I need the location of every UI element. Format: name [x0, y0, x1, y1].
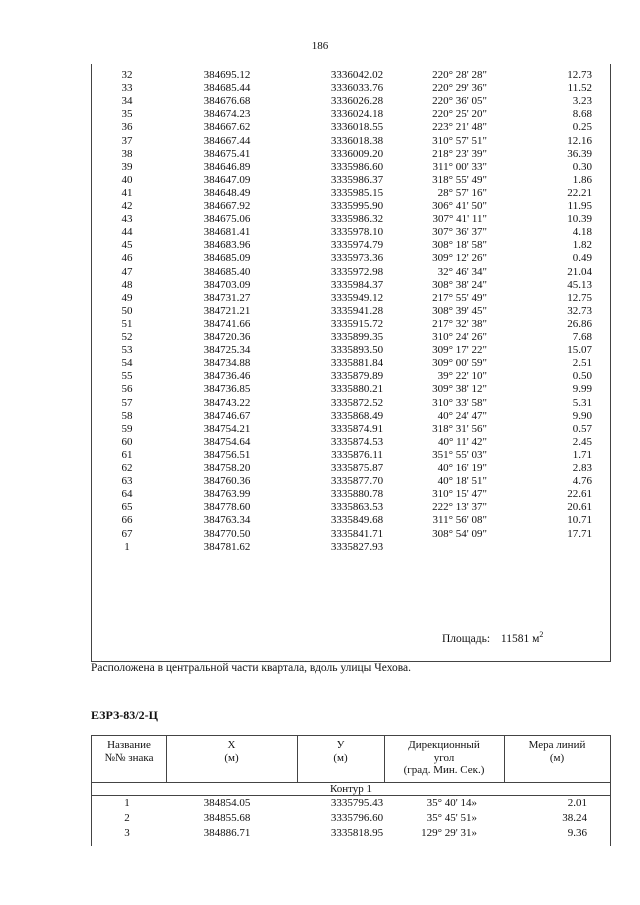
line-length: 12.75: [567, 291, 592, 304]
direction-angle: 220° 28' 28": [432, 69, 487, 81]
y-coordinate: 3335881.84: [330, 357, 384, 370]
coordinates-table-continuation: [91, 64, 611, 662]
direction-angle: 28° 57' 16": [437, 186, 487, 199]
line-length: 38.24: [562, 812, 587, 824]
x-coordinate: 384725.34: [203, 344, 251, 357]
x-coordinate: 384763.99: [203, 488, 251, 501]
y-coordinate: 3335985.15: [330, 186, 384, 199]
y-coordinate: 3335972.98: [330, 265, 384, 278]
direction-angle: 309° 38' 12": [432, 383, 487, 396]
line-length: 5.31: [572, 396, 592, 409]
x-coordinate: 384736.46: [203, 370, 251, 383]
point-number: 42: [121, 200, 133, 212]
y-coordinate: 3335986.37: [330, 173, 384, 186]
y-coordinate: 3335876.11: [331, 448, 383, 461]
y-coordinate: 3335880.21: [330, 383, 384, 396]
direction-angle: 222° 13' 37": [432, 501, 487, 514]
table-row: [92, 331, 610, 344]
table-row: [92, 200, 610, 213]
y-coordinate: 3335984.37: [330, 278, 384, 291]
x-coordinate: 384855.68: [203, 812, 251, 824]
point-number: 50: [121, 304, 133, 317]
direction-angle: 307° 41' 11": [432, 213, 487, 226]
x-coordinate: 384731.27: [203, 291, 251, 304]
x-coordinate: 384756.51: [203, 448, 251, 461]
header-y: У (м): [333, 739, 348, 764]
y-coordinate: 3335868.49: [330, 409, 384, 422]
x-coordinate: 384734.88: [203, 357, 251, 370]
header-name: Название №№ знака: [104, 739, 154, 764]
x-coordinate: 384781.62: [203, 540, 251, 553]
line-length: 10.71: [567, 514, 592, 527]
line-length: 2.01: [567, 797, 587, 809]
point-number: 43: [121, 213, 133, 226]
table-row: [92, 344, 610, 357]
area-unit-exponent: 2: [539, 630, 544, 639]
header-angle: Дирекционный угол (град. Мин. Сек.): [403, 739, 485, 776]
point-number: 32: [121, 69, 133, 81]
y-coordinate: 3335986.32: [330, 213, 384, 226]
table-row: [92, 410, 610, 423]
y-coordinate: 3335949.12: [330, 291, 384, 304]
direction-angle: 40° 16' 19": [437, 462, 487, 474]
point-number: 3: [124, 827, 130, 839]
x-coordinate: 384763.34: [203, 514, 251, 527]
line-length: 1.82: [572, 239, 592, 252]
line-length: 2.83: [572, 462, 592, 474]
direction-angle: 220° 29' 36": [432, 82, 487, 95]
x-coordinate: 384721.21: [203, 304, 251, 317]
table-row: [92, 449, 610, 462]
x-coordinate: 384646.89: [203, 160, 251, 173]
location-note: Расположена в центральной части квартала, вдоль улицы Чехова.: [91, 662, 412, 674]
table-row: [92, 475, 610, 488]
y-coordinate: 3335974.79: [330, 239, 384, 252]
area-line: [442, 630, 543, 645]
point-number: 38: [121, 147, 133, 160]
direction-angle: 40° 11' 42": [438, 435, 487, 448]
table-row: [92, 213, 610, 226]
page-number: 186: [311, 40, 329, 52]
point-number: 36: [121, 121, 133, 134]
line-length: 10.39: [567, 213, 592, 226]
table-row: [92, 187, 610, 200]
direction-angle: 310° 15' 47": [432, 488, 487, 501]
direction-angle: 308° 38' 24": [432, 278, 487, 291]
point-number: 48: [121, 278, 133, 291]
point-number: 37: [121, 134, 133, 147]
point-number: 47: [121, 265, 133, 278]
direction-angle: 318° 55' 49": [432, 173, 487, 186]
line-length: 4.18: [572, 226, 592, 239]
direction-angle: 311° 00' 33": [432, 160, 487, 173]
direction-angle: 309° 17' 22": [432, 344, 487, 357]
x-coordinate: 384681.41: [203, 226, 251, 239]
table-row: [92, 541, 610, 554]
direction-angle: 307° 36' 37": [432, 226, 487, 239]
direction-angle: 310° 33' 58": [432, 396, 487, 409]
direction-angle: 40° 18' 51": [437, 475, 487, 488]
table-row: [92, 69, 610, 82]
line-length: 0.50: [572, 370, 592, 383]
y-coordinate: 3335841.71: [330, 527, 384, 540]
x-coordinate: 384675.06: [203, 213, 251, 226]
line-length: 2.45: [572, 435, 592, 448]
point-number: 63: [121, 475, 133, 488]
y-coordinate: 3336033.76: [330, 82, 384, 95]
point-number: 46: [121, 252, 133, 265]
header-x: X (м): [224, 739, 239, 764]
point-number: 52: [121, 331, 133, 343]
x-coordinate: 384683.96: [203, 239, 251, 252]
y-coordinate: 3335973.36: [330, 252, 384, 265]
direction-angle: 309° 00' 59": [432, 357, 487, 370]
point-number: 57: [121, 396, 133, 409]
table-row: [92, 488, 610, 501]
y-coordinate: 3335863.53: [330, 501, 384, 514]
y-coordinate: 3335880.78: [330, 488, 384, 501]
line-length: 12.73: [567, 69, 592, 81]
point-number: 34: [121, 95, 133, 108]
table-row: [92, 239, 610, 252]
table-row: [92, 95, 610, 108]
line-length: 3.23: [572, 95, 592, 108]
direction-angle: 351° 55' 03": [432, 448, 487, 461]
y-coordinate: 3335875.87: [330, 462, 384, 474]
line-length: 22.21: [567, 186, 592, 199]
x-coordinate: 384754.21: [203, 422, 251, 435]
y-coordinate: 3335899.35: [330, 331, 384, 343]
y-coordinate: 3335795.43: [330, 797, 384, 809]
point-number: 60: [121, 435, 133, 448]
line-length: 21.04: [567, 265, 592, 278]
area-label: Площадь:: [442, 632, 491, 645]
y-coordinate: 3335874.53: [330, 435, 384, 448]
direction-angle: 310° 57' 51": [432, 134, 487, 147]
table-row: [92, 528, 610, 541]
y-coordinate: 3335849.68: [330, 514, 384, 527]
direction-angle: 311° 56' 08": [432, 514, 487, 527]
point-number: 40: [121, 173, 133, 186]
line-length: 45.13: [567, 278, 592, 291]
y-coordinate: 3336018.38: [330, 134, 384, 147]
x-coordinate: 384720.36: [203, 331, 251, 343]
table-row: [92, 397, 610, 410]
point-number: 55: [121, 370, 133, 383]
point-number: 44: [121, 226, 133, 239]
table-row: [92, 252, 610, 265]
area-unit: м: [532, 632, 540, 645]
x-coordinate: 384770.50: [203, 527, 251, 540]
y-coordinate: 3335986.60: [330, 160, 384, 173]
table-row: [92, 436, 610, 449]
point-number: 2: [124, 812, 130, 824]
table-row: [92, 135, 610, 148]
line-length: 1.86: [572, 173, 592, 186]
point-number: 1: [124, 540, 130, 553]
direction-angle: 217° 32' 38": [432, 317, 487, 330]
line-length: 11.95: [567, 200, 592, 212]
y-coordinate: 3335879.89: [330, 370, 384, 383]
direction-angle: 35° 45' 51»: [426, 812, 477, 824]
y-coordinate: 3335818.95: [330, 827, 384, 839]
x-coordinate: 384778.60: [203, 501, 251, 514]
y-coordinate: 3335827.93: [330, 540, 384, 553]
point-number: 67: [121, 527, 133, 540]
point-number: 51: [121, 317, 133, 330]
direction-angle: 35° 40' 14»: [426, 797, 477, 809]
line-length: 0.57: [572, 422, 592, 435]
line-length: 20.61: [567, 501, 592, 514]
direction-angle: 308° 39' 45": [432, 304, 487, 317]
direction-angle: 129° 29' 31»: [421, 827, 477, 839]
x-coordinate: 384736.85: [203, 383, 251, 396]
table-row: [92, 266, 610, 279]
y-coordinate: 3336018.55: [330, 121, 384, 134]
direction-angle: 310° 24' 26": [432, 331, 487, 343]
line-length: 9.90: [572, 409, 592, 422]
line-length: 2.51: [572, 357, 592, 370]
point-number: 65: [121, 501, 133, 514]
x-coordinate: 384703.09: [203, 278, 251, 291]
table-row: [92, 797, 610, 810]
direction-angle: 306° 41' 50": [432, 200, 487, 212]
line-length: 0.30: [572, 160, 592, 173]
y-coordinate: 3335941.28: [330, 304, 384, 317]
direction-angle: 223° 21' 48": [432, 121, 487, 134]
table-row: [92, 357, 610, 370]
x-coordinate: 384758.20: [203, 462, 251, 474]
section-title: ЕЗРЗ-83/2-Ц: [91, 708, 158, 722]
point-number: 45: [121, 239, 133, 252]
line-length: 15.07: [567, 344, 592, 357]
direction-angle: 40° 24' 47": [437, 409, 487, 422]
x-coordinate: 384685.40: [203, 265, 251, 278]
x-coordinate: 384746.67: [203, 409, 251, 422]
table-row: [92, 279, 610, 292]
x-coordinate: 384754.64: [203, 435, 251, 448]
x-coordinate: 384743.22: [203, 396, 251, 409]
line-length: 8.68: [572, 108, 592, 121]
direction-angle: 218° 23' 39": [432, 147, 487, 160]
point-number: 58: [121, 409, 133, 422]
line-length: 22.61: [567, 488, 592, 501]
point-number: 35: [121, 108, 133, 121]
y-coordinate: 3336042.02: [330, 69, 384, 81]
line-length: 0.25: [572, 121, 592, 134]
table-row: [92, 514, 610, 527]
x-coordinate: 384674.23: [203, 108, 251, 121]
line-length: 11.52: [567, 82, 592, 95]
direction-angle: 39° 22' 10": [437, 370, 487, 383]
x-coordinate: 384667.92: [203, 200, 251, 212]
y-coordinate: 3335877.70: [330, 475, 384, 488]
x-coordinate: 384854.05: [203, 797, 251, 809]
table-row: [92, 812, 610, 825]
direction-angle: 217° 55' 49": [432, 291, 487, 304]
table-row: [92, 82, 610, 95]
contour-label: Контур 1: [329, 783, 373, 795]
table-row: [92, 827, 610, 840]
table-row: [92, 383, 610, 396]
line-length: 32.73: [567, 304, 592, 317]
point-number: 64: [121, 488, 133, 501]
line-length: 9.99: [572, 383, 592, 396]
table-row: [92, 108, 610, 121]
x-coordinate: 384676.68: [203, 95, 251, 108]
line-length: 0.49: [572, 252, 592, 265]
table-row: [92, 292, 610, 305]
area-value: 11581: [500, 632, 530, 645]
table-row: [92, 161, 610, 174]
direction-angle: 32° 46' 34": [437, 265, 487, 278]
table-row: [92, 423, 610, 436]
direction-angle: 318° 31' 56": [432, 422, 487, 435]
y-coordinate: 3336024.18: [330, 108, 384, 121]
y-coordinate: 3335893.50: [330, 344, 384, 357]
line-length: 36.39: [567, 147, 592, 160]
line-length: 7.68: [572, 331, 592, 343]
point-number: 62: [121, 462, 133, 474]
table-row: [92, 305, 610, 318]
y-coordinate: 3335796.60: [330, 812, 384, 824]
point-number: 41: [121, 186, 133, 199]
direction-angle: 309° 12' 26": [432, 252, 487, 265]
point-number: 54: [121, 357, 133, 370]
table-row: [92, 148, 610, 161]
header-length: Мера линий (м): [528, 739, 586, 764]
point-number: 66: [121, 514, 133, 527]
x-coordinate: 384648.49: [203, 186, 251, 199]
y-coordinate: 3335872.52: [330, 396, 384, 409]
point-number: 1: [124, 797, 130, 809]
table-row: [92, 501, 610, 514]
line-length: 12.16: [567, 134, 592, 147]
table-row: [92, 174, 610, 187]
coordinates-table: [91, 735, 611, 846]
y-coordinate: 3336026.28: [330, 95, 384, 108]
x-coordinate: 384685.44: [203, 82, 251, 95]
line-length: 26.86: [567, 317, 592, 330]
point-number: 33: [121, 82, 133, 95]
y-coordinate: 3335874.91: [330, 422, 384, 435]
x-coordinate: 384685.09: [203, 252, 251, 265]
line-length: 17.71: [567, 527, 592, 540]
y-coordinate: 3336009.20: [330, 147, 384, 160]
x-coordinate: 384675.41: [203, 147, 251, 160]
point-number: 61: [121, 448, 133, 461]
direction-angle: 220° 25' 20": [432, 108, 487, 121]
x-coordinate: 384760.36: [203, 475, 251, 488]
x-coordinate: 384886.71: [203, 827, 251, 839]
line-length: 4.76: [572, 475, 592, 488]
point-number: 49: [121, 291, 133, 304]
point-number: 53: [121, 344, 133, 357]
x-coordinate: 384741.66: [203, 317, 251, 330]
direction-angle: 220° 36' 05": [432, 95, 487, 108]
table-row: [92, 318, 610, 331]
line-length: 1.71: [572, 448, 592, 461]
x-coordinate: 384647.09: [203, 173, 251, 186]
point-number: 56: [121, 383, 133, 396]
x-coordinate: 384667.62: [203, 121, 251, 134]
point-number: 59: [121, 422, 133, 435]
y-coordinate: 3335978.10: [330, 226, 384, 239]
table-row: [92, 370, 610, 383]
table-row: [92, 226, 610, 239]
direction-angle: 308° 54' 09": [432, 527, 487, 540]
x-coordinate: 384667.44: [203, 134, 251, 147]
table-row: [92, 121, 610, 134]
direction-angle: 308° 18' 58": [432, 239, 487, 252]
point-number: 39: [121, 160, 133, 173]
line-length: 9.36: [567, 827, 587, 839]
y-coordinate: 3335915.72: [330, 317, 384, 330]
y-coordinate: 3335995.90: [330, 200, 384, 212]
table-row: [92, 462, 610, 475]
x-coordinate: 384695.12: [203, 69, 251, 81]
